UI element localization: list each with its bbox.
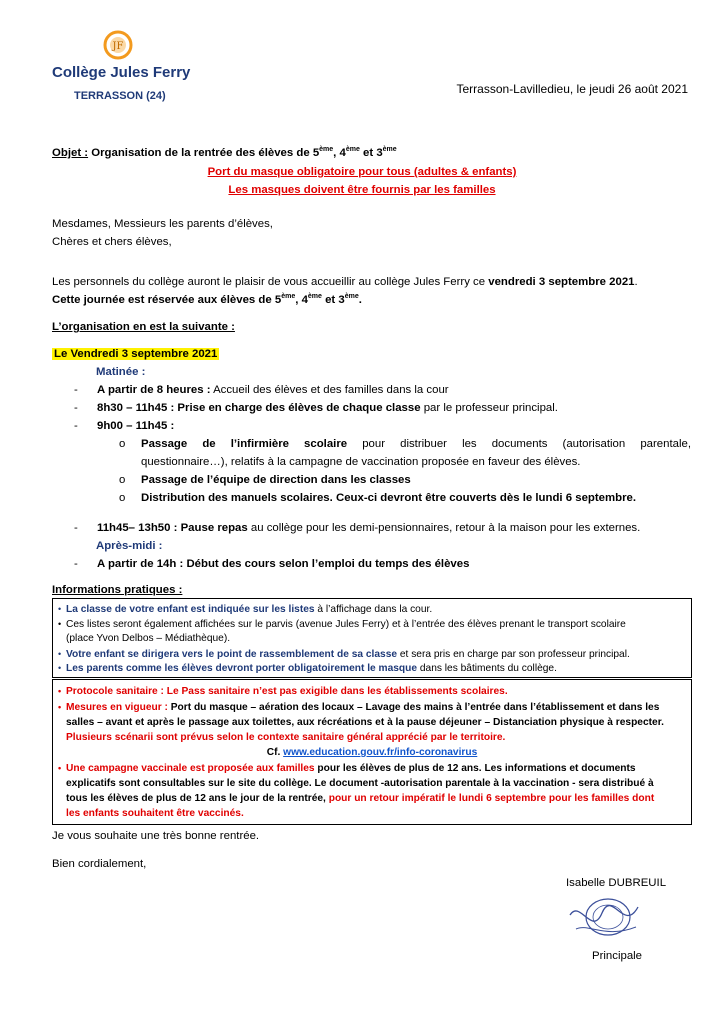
svg-text:JF: JF — [112, 41, 124, 52]
dash-bullet: - — [74, 420, 78, 432]
sanitary-box: • Protocole sanitaire : Le Pass sanitaire n’est pas exigible dans les établissements scolaires. • Mesures en vigueur : Port du masque – aération des locaux – Lavage des mains à l’entrée dans l’établissement et dans les salles – avant et après le passage aux toilettes, aux récréations et à la pause déjeuner – Distanciation physique à respecter. Plusieurs scénarii sont prévus selon le contexte sanitaire général apprécié par le territoire. Cf. www.education.gouv.fr/info-coronavirus • Une campagne vaccinale est proposée aux familles pour les élèves de plus de 12 ans. Les informations et documents explicatifs sont consultables sur le site du collège. Le document -autorisation parentale à la vaccination - sera distribué à tous les élèves de plus de 12 ans le jour de la rentrée, pour un retour impératif le lundi 6 septembre pour les familles dont les enfants souhaitent être vaccinés. — [52, 679, 692, 825]
subject-label: Objet : — [52, 147, 89, 159]
bullet: • — [58, 686, 62, 696]
schedule-item-lunch: 11h45– 13h50 : Pause repas au collège pour les demi-pensionnaires, retour à la maison pour les externes. — [97, 522, 641, 534]
college-logo — [103, 30, 133, 60]
sanitary-scenarios: Plusieurs scénarii sont prévus selon le contexte sanitaire général apprécié par le territoire. — [66, 732, 506, 743]
dash-bullet: - — [74, 384, 78, 396]
schedule-item-class: 8h30 – 11h45 : Prise en charge des élèves de chaque classe par le professeur principal. — [97, 402, 558, 414]
closing-wish: Je vous souhaite une très bonne rentrée. — [52, 830, 260, 842]
schedule-item-arrival: A partir de 8 heures : Accueil des élèves et des familles dans la cour — [97, 384, 449, 396]
dash-bullet: - — [74, 402, 78, 414]
sanitary-measures-cont: salles – avant et après le passage aux toilettes, aux récréations et à la pause déjeuner – Distanciation physique à respecter. — [66, 717, 664, 728]
practical-info-box: • La classe de votre enfant est indiquée sur les listes à l’affichage dans la cour. • Ces listes seront également affichées sur le parvis (avenue Jules Ferry) et à l’entrée des élèves prenant le transport scolaire (place Yvon Delbos – Médiathèque). • Votre enfant se dirigera vers le point de rassemblement de sa classe et sera pris en charge par son professeur principal. • Les parents comme les élèves devront porter obligatoirement le masque dans les bâtiments du collège. — [52, 598, 692, 678]
signature-stamp — [566, 893, 642, 945]
intro-line-2: Cette journée est réservée aux élèves de 5ème, 4ème et 3ème. — [52, 293, 362, 306]
mask-supply-notice: Les masques doivent être fournis par les familles — [228, 184, 496, 196]
signatory-name: Isabelle DUBREUIL — [566, 877, 667, 889]
circle-bullet: o — [119, 492, 126, 504]
subject-line: Objet : Organisation de la rentrée des élèves de 5ème, 4ème et 3ème — [52, 146, 397, 159]
afternoon-heading: Après-midi : — [96, 540, 163, 552]
intro-line-1: Les personnels du collège auront le plaisir de vous accueillir au collège Jules Ferry ce vendredi 3 septembre 2021. — [52, 276, 638, 288]
vaccination-campaign-cont-3: les enfants souhaitent être vaccinés. — [66, 808, 244, 819]
bullet: • — [58, 604, 62, 614]
bullet: • — [58, 763, 62, 773]
bullet: • — [58, 702, 62, 712]
sanitary-reference: Cf. www.education.gouv.fr/info-coronavirus — [266, 747, 478, 758]
practical-heading: Informations pratiques : — [52, 584, 183, 596]
letter-date: Terrasson-Lavilledieu, le jeudi 26 août 2021 — [456, 82, 688, 96]
dash-bullet: - — [74, 558, 78, 570]
schedule-item-morning: 9h00 – 11h45 : — [97, 420, 175, 432]
sub-item-manuals: Distribution des manuels scolaires. Ceux-ci devront être couverts dès le lundi 6 septembre. — [141, 492, 637, 504]
day-heading: Le Vendredi 3 septembre 2021 — [54, 348, 218, 360]
mask-mandatory-notice: Port du masque obligatoire pour tous (adultes & enfants) — [207, 166, 517, 178]
organisation-heading: L’organisation en est la suivante : — [52, 321, 235, 333]
school-name: Collège Jules Ferry — [52, 64, 191, 81]
circle-bullet: o — [119, 474, 126, 486]
sub-item-nurse-cont: questionnaire…), relatifs à la campagne de vaccination proposée en faveur des élèves. — [141, 456, 581, 468]
coronavirus-info-link[interactable]: www.education.gouv.fr/info-coronavirus — [283, 747, 478, 758]
sub-item-nurse: Passage de l’infirmière scolaire pour distribuer les documents (autorisation parentale, — [141, 438, 691, 450]
bullet: • — [58, 619, 62, 629]
bullet: • — [58, 663, 62, 673]
vaccination-campaign-cont: explicatifs sont consultables sur le site du collège. Le document -autorisation parentale à la vaccination - sera distribué à — [66, 778, 654, 789]
school-city: TERRASSON (24) — [74, 90, 166, 102]
signatory-title: Principale — [592, 950, 643, 962]
bullet: • — [58, 649, 62, 659]
closing-regards: Bien cordialement, — [52, 858, 147, 870]
schedule-item-classes: A partir de 14h : Début des cours selon l’emploi du temps des élèves — [97, 558, 470, 570]
dash-bullet: - — [74, 522, 78, 534]
practical-item-2-cont: (place Yvon Delbos – Médiathèque). — [66, 633, 231, 644]
sub-item-direction: Passage de l’équipe de direction dans les classes — [141, 474, 411, 486]
vaccination-campaign-cont-2: tous les élèves de plus de 12 ans le jour de la rentrée, pour un retour impératif le lundi 6 septembre pour les familles dont — [66, 793, 655, 804]
morning-heading: Matinée : — [96, 366, 146, 378]
circle-bullet: o — [119, 438, 126, 450]
greeting-parents: Mesdames, Messieurs les parents d’élèves, — [52, 218, 273, 230]
greeting-students: Chères et chers élèves, — [52, 236, 172, 248]
